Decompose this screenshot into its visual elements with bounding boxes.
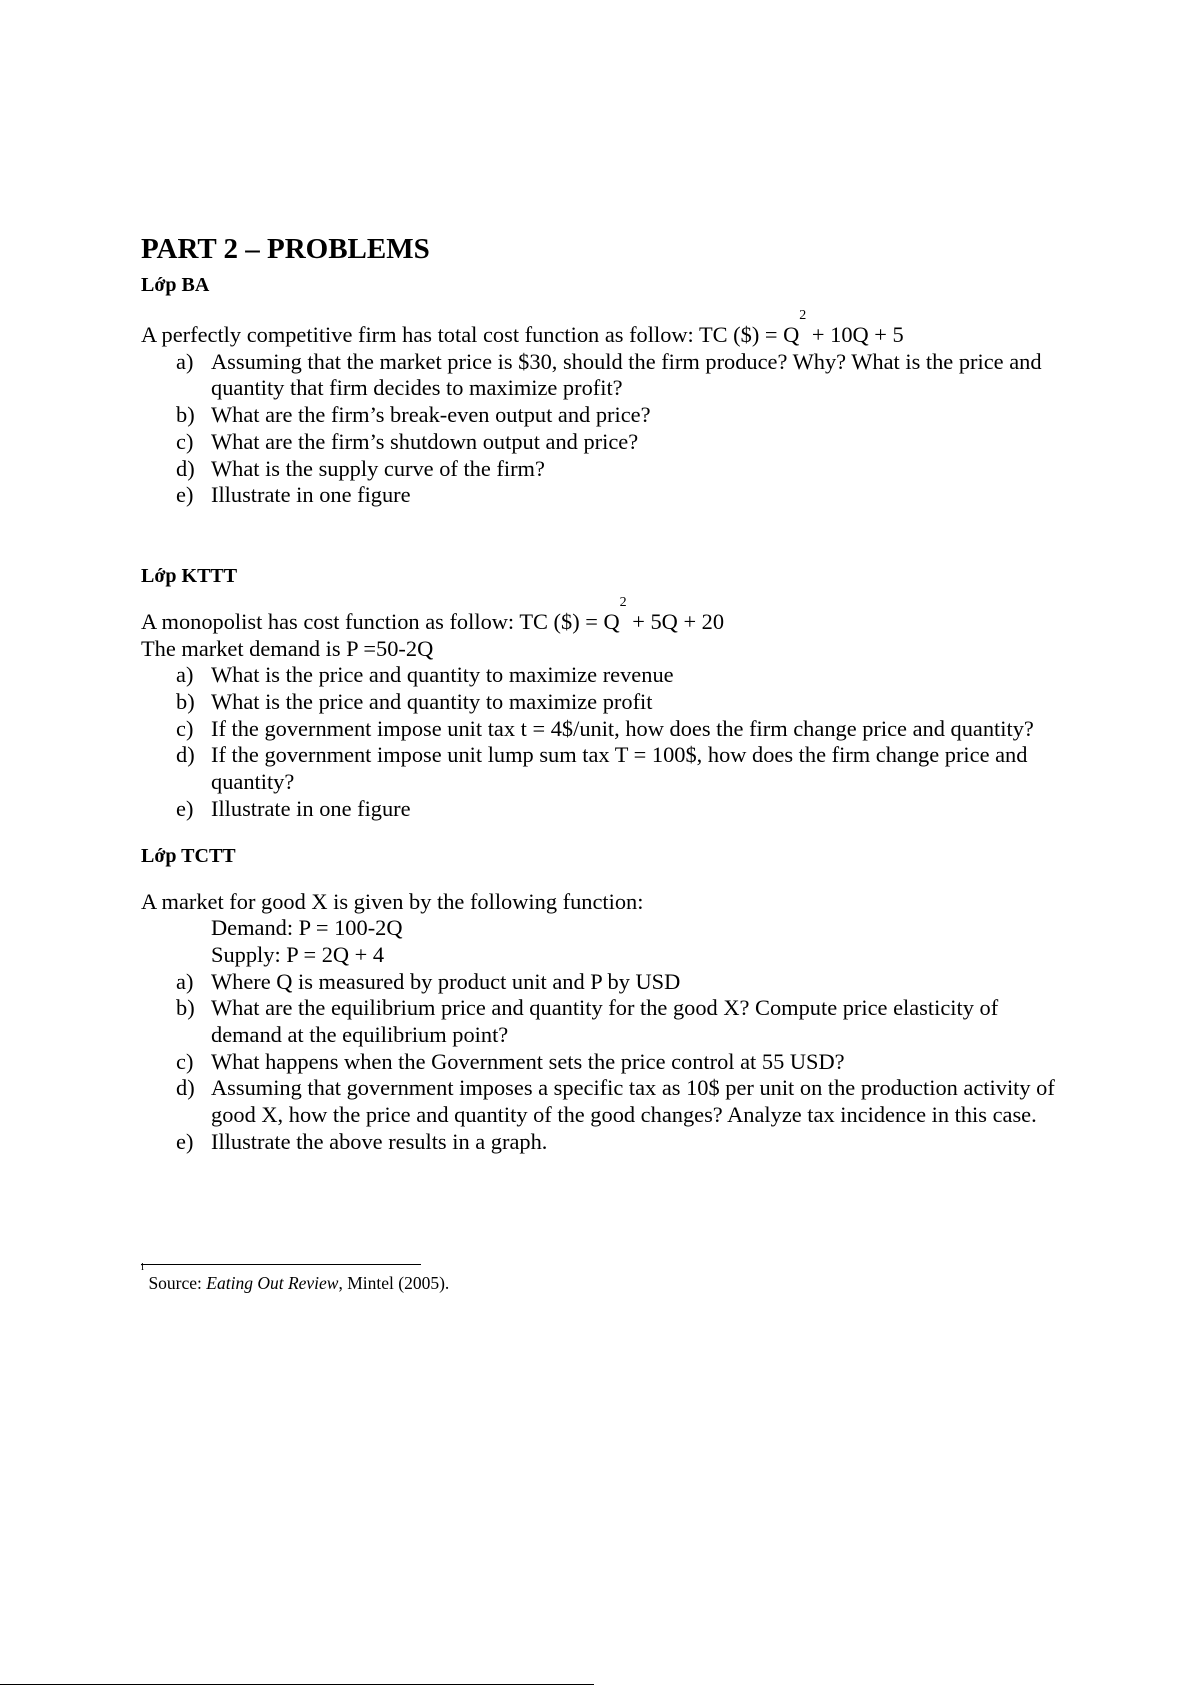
- list-item: c) What are the firm’s shutdown output and price?: [176, 428, 639, 454]
- list-item: e) Illustrate in one figure: [176, 795, 411, 821]
- problem-intro: A market for good X is given by the following function:: [141, 888, 644, 914]
- problem-intro: A perfectly competitive firm has total cost function as follow: TC ($) = $Q^2 + 10Q + 5$: [141, 308, 904, 347]
- question-list: [141, 969, 1061, 1156]
- list-item: e) Illustrate the above results in a graph.: [176, 1128, 548, 1154]
- section-tctt: [141, 843, 1061, 1156]
- section-label: Lớp KTTT: [141, 564, 238, 587]
- problem-intro: A monopolist has cost function as follow: TC ($) = $Q^2 + 5Q + 20$: [141, 594, 725, 634]
- footnote: $^i$ Source: Eating Out Review, Mintel (2005).: [141, 1261, 450, 1293]
- supply-function: Supply: P = 2Q + 4: [211, 941, 385, 967]
- list-item: a) Assuming that the market price is $30, should the firm produce? Why? What is the price and quantity that firm decides to maximize profit?: [176, 348, 1042, 401]
- page-title: PART 2 – PROBLEMS: [141, 233, 430, 265]
- section-kttt: [141, 563, 1061, 823]
- demand-function: Demand: P = 100-2Q: [211, 915, 403, 941]
- problem-intro: The market demand is P =50-2Q: [141, 635, 434, 661]
- list-item: a) Where Q is measured by product unit and P by USD: [176, 968, 681, 994]
- list-item: c) If the government impose unit tax t = 4$/unit, how does the firm change price and quantity?: [176, 715, 1034, 741]
- footnote-divider: [141, 1264, 421, 1265]
- list-item: b) What are the equilibrium price and quantity for the good X? Compute price elasticity of demand at the equilibrium point?: [176, 995, 999, 1048]
- section-label: Lớp TCTT: [141, 844, 236, 867]
- section-label: Lớp BA: [141, 274, 210, 296]
- list-item: d) What is the supply curve of the firm?: [176, 455, 545, 481]
- document-page: [141, 232, 1061, 1156]
- list-item: b) What are the firm’s break-even output and price?: [176, 402, 651, 428]
- question-list: [141, 662, 1061, 822]
- list-item: e) Illustrate in one figure: [176, 482, 411, 508]
- section-ba: [141, 272, 1061, 509]
- list-item: a) What is the price and quantity to maximize revenue: [176, 662, 674, 688]
- question-list: [141, 349, 1061, 509]
- list-item: c) What happens when the Government sets the price control at 55 USD?: [176, 1048, 845, 1074]
- list-item: d) Assuming that government imposes a specific tax as 10$ per unit on the production activity of good X, how the price and quantity of the good changes? Analyze tax incidence in this case.: [176, 1075, 1055, 1128]
- list-item: d) If the government impose unit lump sum tax T = 100$, how does the firm change price and quantity?: [176, 742, 1028, 795]
- list-item: b) What is the price and quantity to maximize profit: [176, 689, 653, 715]
